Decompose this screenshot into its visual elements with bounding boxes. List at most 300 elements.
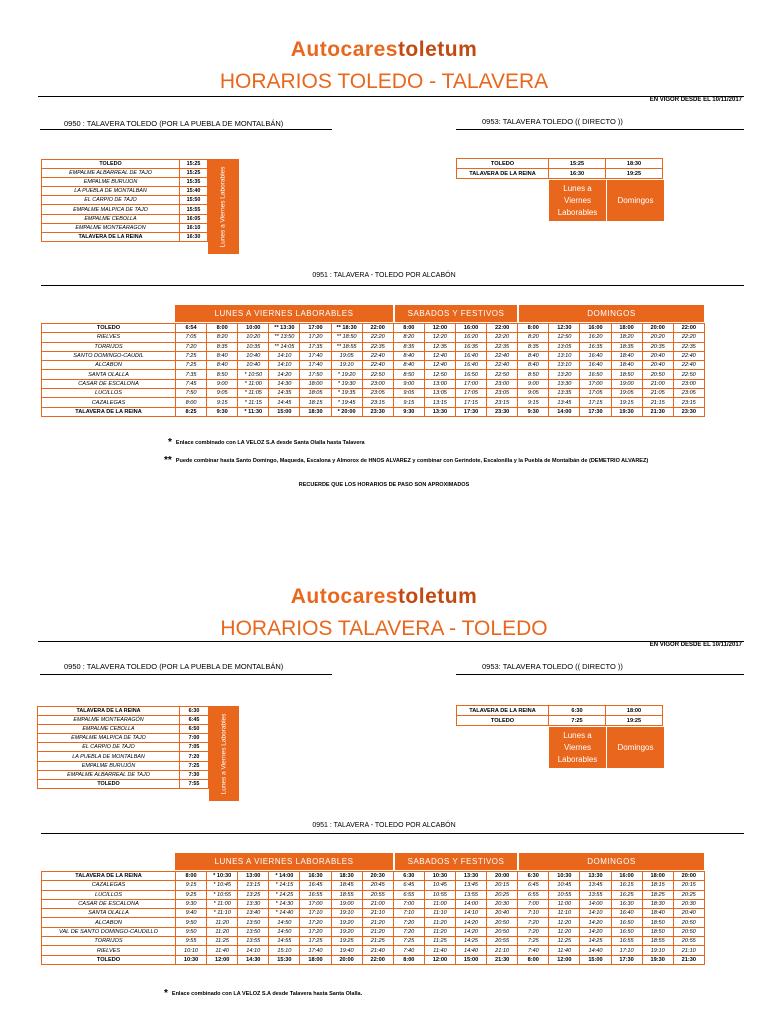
departure-time: 8:35 [207,342,238,351]
departure-time: 7:45 [176,379,207,388]
divider [41,285,744,286]
departure-time: 22:00 [487,324,518,333]
departure-time: 20:00 [642,324,673,333]
divider [41,833,744,834]
departure-time: 12:00 [549,955,580,964]
departure-time: 13:50 [238,918,269,927]
departure-time: * 10:30 [207,872,238,881]
departure-time: 10:45 [549,881,580,890]
departure-time: 19:00 [331,899,362,908]
stop-name: TALAVERA DE LA REINA [42,232,180,241]
stop-name: TALAVERA DE LA REINA [457,169,549,179]
departure-time: 22:40 [362,361,393,370]
departure-time: 15:25 [180,169,208,178]
departure-time: 16:30 [549,169,606,179]
departure-time: 16:55 [611,937,642,946]
stop-name: TALAVERA DE LA REINA [42,872,176,881]
departure-time: 7:40 [393,946,424,955]
departure-time: 8:50 [207,370,238,379]
departure-time: 7:25 [180,761,209,770]
departure-time: 8:40 [518,351,549,360]
stop-name: EL CARPIO DE TAJO [38,743,180,752]
departure-time: 20:40 [642,361,673,370]
departure-time: ** 18:50 [331,333,362,342]
stop-name: EMPALME CEBOLLA [38,725,180,734]
departure-time: 21:20 [362,927,393,936]
departure-time: 20:50 [673,918,704,927]
table-row [42,389,705,398]
departure-time: 14:45 [269,398,300,407]
footnote-1: * Enlace combinado con LA VELOZ S.A desde Santa Olalla hasta Talavera [168,437,365,448]
departure-time: * 11:05 [238,389,269,398]
table-row [42,361,705,370]
departure-time: 9:15 [207,398,238,407]
departure-time: 16:00 [611,872,642,881]
departure-time: 19:25 [331,937,362,946]
departure-time: 20:15 [487,881,518,890]
departure-time: 12:00 [207,955,238,964]
departure-time: 16:40 [611,909,642,918]
departure-time: 20:20 [642,333,673,342]
departure-time: 14:20 [580,918,611,927]
table-row [38,752,209,761]
divider [40,674,332,675]
departure-time: 11:10 [549,909,580,918]
departure-time: 14:10 [269,361,300,370]
departure-time: 6:45 [393,881,424,890]
departure-time: ** 13:30 [269,324,300,333]
stop-name: TALAVERA DE LA REINA [42,407,176,416]
departure-time: 6:55 [518,890,549,899]
departure-time: 9:30 [518,407,549,416]
table-row [38,734,209,743]
departure-time: 12:00 [424,955,455,964]
departure-time: 11:20 [424,918,455,927]
table-row [38,743,209,752]
departure-time: ** 18:30 [331,324,362,333]
departure-time: 20:00 [673,872,704,881]
departure-time: 18:15 [642,881,673,890]
departure-time: 11:00 [549,899,580,908]
departure-time: 13:00 [424,379,455,388]
departure-time: 17:25 [300,937,331,946]
departure-time: 21:40 [362,946,393,955]
stop-name: CAZALEGAS [42,881,176,890]
departure-time: 23:05 [673,389,704,398]
departure-time: 7:20 [518,918,549,927]
departure-time: 7:50 [176,389,207,398]
departure-time: 15:35 [180,178,208,187]
departure-time: 9:05 [393,389,424,398]
departure-time: 12:50 [424,370,455,379]
band-saturdays: SABADOS Y FESTIVOS [395,853,517,870]
departure-time: 20:50 [642,370,673,379]
stop-name: TOLEDO [42,324,176,333]
table-row [42,955,705,964]
departure-time: * 14:00 [269,872,300,881]
table-row [42,937,705,946]
departure-time: 22:40 [673,361,704,370]
departure-time: 21:15 [642,398,673,407]
divider [456,674,744,675]
departure-time: 17:20 [300,918,331,927]
departure-time: 20:50 [673,927,704,936]
band-saturdays: SABADOS Y FESTIVOS [395,305,517,322]
departure-time: * 10:55 [207,890,238,899]
departure-time: 13:30 [580,872,611,881]
departure-time: 11:25 [207,937,238,946]
departure-time: 8:00 [393,955,424,964]
departure-time: 17:30 [455,407,486,416]
departure-time: 19:30 [642,955,673,964]
departure-time: 13:10 [549,351,580,360]
departure-time: 18:40 [611,351,642,360]
stop-name: CAZALEGAS [42,398,176,407]
footnote-2: ** Puede combinar hasta Santo Domingo, Maqueda, Escalona y Almorox de HNOS ALVAREZ y combinar con Gerindote, Escalonilla y la Puebla de Montalbán de (DEMETRIO ALVAREZ) [164,455,649,466]
table-row [42,160,208,169]
departure-time: 6:30 [549,706,606,716]
brand-logo: Autocarestoletum [290,585,478,608]
departure-time: 23:15 [487,398,518,407]
table-row [38,779,209,788]
departure-time: 12:40 [424,361,455,370]
table-row [42,918,705,927]
departure-time: 13:35 [549,389,580,398]
departure-time: 10:30 [549,872,580,881]
departure-time: 22:50 [673,370,704,379]
departure-time: 11:40 [207,946,238,955]
departure-time: 17:20 [300,333,331,342]
departure-time: 22:00 [673,324,704,333]
departure-time: 17:40 [300,946,331,955]
stop-name: LA PUEBLA DE MONTALBAN [42,187,180,196]
departure-time: 9:30 [207,407,238,416]
sunday-box: Domingos [607,727,664,768]
departure-time: 16:45 [300,881,331,890]
departure-time: 15:10 [269,946,300,955]
divider [456,129,744,130]
table-row [38,707,209,716]
table-row [457,159,663,169]
departure-time: 15:25 [180,160,208,169]
departure-time: 7:00 [518,899,549,908]
table-row [42,232,208,241]
departure-time: 16:50 [611,927,642,936]
departure-time: 18:30 [642,899,673,908]
departure-time: 9:50 [176,927,207,936]
departure-time: 6:50 [180,725,209,734]
departure-time: 23:15 [673,398,704,407]
departure-time: 16:50 [455,370,486,379]
departure-time: 18:15 [300,398,331,407]
departure-time: 21:05 [642,389,673,398]
page-title-return: HORARIOS TALAVERA - TOLEDO [220,617,548,640]
departure-time: 9:50 [176,918,207,927]
departure-time: 15:00 [269,407,300,416]
departure-time: 19:30 [611,407,642,416]
departure-time: 16:50 [611,918,642,927]
route-0950-table [37,706,209,789]
route-0951-table [41,871,705,965]
table-row [42,178,208,187]
departure-time: 22:50 [362,370,393,379]
stop-name: EMPALME MONTEARAGÓN [38,716,180,725]
departure-time: 16:35 [580,342,611,351]
stop-name: EMPALME CEBOLLA [42,214,180,223]
departure-time: 18:30 [331,872,362,881]
departure-time: 19:40 [331,946,362,955]
departure-time: 23:00 [673,379,704,388]
departure-time: 13:30 [424,407,455,416]
departure-time: 14:20 [455,927,486,936]
table-row [42,351,705,360]
departure-time: 18:50 [642,927,673,936]
departure-time: 7:25 [176,351,207,360]
departure-time: 11:40 [549,946,580,955]
stop-name: SANTO DOMINGO-CAUDIL [42,351,176,360]
departure-time: 15:00 [455,955,486,964]
departure-time: * 20:00 [331,407,362,416]
departure-time: 8:40 [518,361,549,370]
departure-time: 9:15 [393,398,424,407]
departure-time: 7:25 [549,716,606,726]
table-row [38,770,209,779]
departure-time: 12:20 [424,333,455,342]
departure-time: 8:00 [518,324,549,333]
departure-time: 17:35 [300,342,331,351]
departure-time: 8:00 [207,324,238,333]
stop-name: TOLEDO [457,159,549,169]
departure-time: 9:00 [393,379,424,388]
departure-time: 18:55 [642,937,673,946]
stop-name: EMPALME MALPICA DE TAJO [38,734,180,743]
departure-time: 17:10 [611,946,642,955]
departure-time: 19:10 [642,946,673,955]
departure-time: 14:55 [269,937,300,946]
departure-time: ** 13:50 [269,333,300,342]
departure-time: 22:35 [487,342,518,351]
departure-time: 12:30 [549,324,580,333]
table-row [42,333,705,342]
stop-name: ALCABON [42,361,176,370]
departure-time: 13:55 [580,890,611,899]
departure-time: 9:15 [176,881,207,890]
departure-time: 12:50 [549,333,580,342]
departure-time: 21:30 [487,955,518,964]
departure-time: 9:05 [207,389,238,398]
departure-time: * 14:30 [269,899,300,908]
departure-time: 8:00 [518,955,549,964]
departure-time: 8:00 [176,872,207,881]
stop-name: TORRIJOS [42,937,176,946]
departure-time: 21:10 [362,909,393,918]
departure-time: 7:25 [393,937,424,946]
departure-time: 14:35 [269,389,300,398]
departure-time: 9:00 [518,379,549,388]
departure-time: 10:55 [424,890,455,899]
table-row [42,872,705,881]
departure-time: 23:30 [673,407,704,416]
table-row [38,761,209,770]
departure-time: * 10:50 [238,370,269,379]
stop-name: SANTA OLALLA [42,909,176,918]
departure-time: 16:40 [455,351,486,360]
departure-time: 11:20 [207,918,238,927]
departure-time: 7:25 [518,937,549,946]
departure-time: 13:25 [238,890,269,899]
departure-time: 17:00 [300,324,331,333]
departure-time: 18:30 [606,159,663,169]
departure-time: 13:55 [455,890,486,899]
departure-time: * 14:15 [269,881,300,890]
departure-time: 13:15 [238,881,269,890]
table-row [42,205,208,214]
departure-time: 9:25 [176,890,207,899]
departure-time: 20:40 [642,351,673,360]
validity-date: EN VIGOR DESDE EL 10/11/2017 [649,642,742,648]
departure-time: 8:00 [176,398,207,407]
departure-time: 14:40 [580,946,611,955]
table-row [42,946,705,955]
departure-time: 20:30 [673,899,704,908]
departure-time: 23:05 [362,389,393,398]
departure-time: 19:20 [331,927,362,936]
departure-time: 17:10 [300,909,331,918]
departure-time: 17:05 [580,389,611,398]
departure-time: 20:40 [487,909,518,918]
departure-time: * 11:10 [207,909,238,918]
departure-time: 15:50 [180,196,208,205]
departure-time: 13:15 [424,398,455,407]
departure-time: 22:40 [673,351,704,360]
stop-name: RIELVES [42,946,176,955]
departure-time: 15:30 [269,955,300,964]
departure-time: 18:00 [642,872,673,881]
departure-time: 10:45 [424,881,455,890]
departure-time: 10:40 [238,351,269,360]
departure-time: 7:05 [176,333,207,342]
departure-time: 14:25 [455,937,486,946]
departure-time: 7:00 [180,734,209,743]
stop-name: CASAR DE ESCALONA [42,379,176,388]
departure-time: 16:55 [300,890,331,899]
departure-time: 16:20 [455,333,486,342]
table-row [42,890,705,899]
departure-time: 13:30 [455,872,486,881]
departure-time: 7:55 [180,779,209,788]
stop-name: EMPALME ALBARREAL DE TAJO [42,169,180,178]
route-0950-title: 0950 : TALAVERA TOLEDO (POR LA PUEBLA DE MONTALBÁN) [64,662,284,671]
departure-time: 11:25 [424,937,455,946]
departure-time: 22:40 [487,361,518,370]
stop-name: LA PUEBLA DE MONTALBAN [38,752,180,761]
departure-time: 18:05 [300,389,331,398]
stop-name: TOLEDO [38,779,180,788]
route-0953-table [456,158,663,179]
departure-time: 13:45 [455,881,486,890]
departure-time: 11:20 [424,927,455,936]
departure-time: 17:00 [580,379,611,388]
route-0950-table [41,159,208,242]
departure-time: 20:25 [673,890,704,899]
stop-name: EL CARPIO DE TAJO [42,196,180,205]
departure-time: 8:50 [393,370,424,379]
departure-time: 8:35 [518,342,549,351]
departure-time: 18:40 [642,909,673,918]
departure-time: ** 18:55 [331,342,362,351]
departure-time: * 19:35 [331,389,362,398]
departure-time: 18:40 [611,361,642,370]
departure-time: 9:00 [207,379,238,388]
departure-time: 14:20 [455,918,486,927]
departure-time: 17:40 [300,361,331,370]
departure-time: 21:20 [362,918,393,927]
departure-time: 12:40 [424,351,455,360]
departure-time: 12:35 [424,342,455,351]
departure-time: 13:30 [238,899,269,908]
departure-time: 20:30 [362,872,393,881]
departure-time: 13:40 [238,909,269,918]
departure-time: 20:50 [487,918,518,927]
departure-time: 18:35 [611,342,642,351]
departure-time: 9:40 [176,909,207,918]
departure-time: 8:25 [176,407,207,416]
departure-time: 16:50 [580,370,611,379]
departure-time: 18:20 [611,333,642,342]
departure-time: 18:00 [606,706,663,716]
departure-time: 16:30 [180,232,208,241]
departure-time: 8:35 [393,342,424,351]
departure-time: 19:25 [606,169,663,179]
departure-time: 7:20 [176,342,207,351]
weekday-label: Lunes a Viernes Laborables [209,706,239,801]
departure-time: * 19:30 [331,379,362,388]
departure-time: 20:00 [331,955,362,964]
departure-time: 19:00 [611,379,642,388]
departure-time: 20:15 [673,881,704,890]
table-row [42,881,705,890]
departure-time: 21:30 [673,955,704,964]
departure-time: 7:30 [180,770,209,779]
departure-time: 21:10 [673,946,704,955]
departure-time: 18:00 [300,955,331,964]
stop-name: RIELVES [42,333,176,342]
departure-time: 8:40 [393,361,424,370]
departure-time: 21:25 [362,937,393,946]
table-row [42,324,705,333]
table-row [42,187,208,196]
stop-name: SANTA OLALLA [42,370,176,379]
departure-time: 9:55 [176,937,207,946]
departure-time: 23:00 [487,379,518,388]
departure-time: 6:30 [180,707,209,716]
route-0953-title: 0953: TALAVERA TOLEDO (( DIRECTO )) [482,117,623,126]
departure-time: 19:05 [611,389,642,398]
stop-name: ALCABON [42,918,176,927]
departure-time: 8:20 [518,333,549,342]
departure-time: 13:30 [549,379,580,388]
departure-time: 10:30 [176,955,207,964]
departure-time: 7:20 [180,752,209,761]
departure-time: 23:05 [487,389,518,398]
departure-time: 10:55 [549,890,580,899]
departure-time: 18:50 [611,370,642,379]
departure-time: 20:30 [487,899,518,908]
departure-time: 14:50 [269,918,300,927]
weekday-box: Lunes a Viernes Laborables [549,727,606,768]
departure-time: 8:00 [393,324,424,333]
table-row [457,716,663,726]
